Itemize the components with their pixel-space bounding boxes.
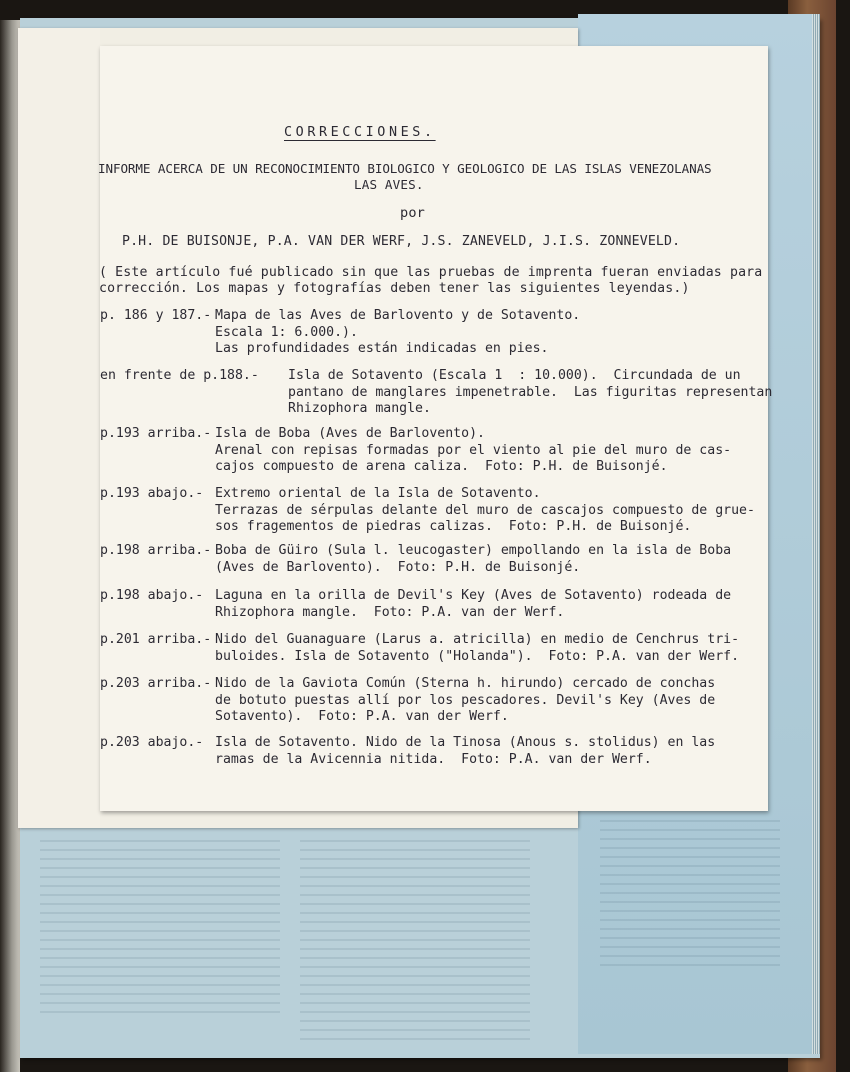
caption-text-line: Laguna en la orilla de Devil's Key (Aves de Sotavento) rodeada de (215, 588, 732, 603)
caption-text-line: de botuto puestas allí por los pescadores. Devil's Key (Aves de (215, 692, 716, 708)
caption-page-ref: p.203 arriba.- (100, 676, 212, 691)
caption-text-line: cajos compuesto de arena caliza. Foto: P.H. de Buisonjé. (215, 459, 668, 474)
bleed-through-text (600, 820, 780, 970)
caption-text-line: Nido del Guanaguare (Larus a. atricilla) en medio de Cenchrus tri- (215, 632, 740, 647)
caption-text-line: Sotavento). Foto: P.A. van der Werf. (215, 709, 509, 724)
report-title-line1: INFORME ACERCA DE UN RECONOCIMIENTO BIOLOGICO Y GEOLOGICO DE LAS ISLAS VENEZOLANAS (98, 161, 712, 176)
caption-text-line: pantano de manglares impenetrable. Las figuritas representan (288, 384, 773, 400)
caption-text-line: Nido de la Gaviota Común (Sterna h. hirundo) cercado de conchas (215, 676, 716, 691)
caption-text-line: Rhizophora mangle. Foto: P.A. van der Werf. (215, 604, 565, 620)
caption-text-line: Escala 1: 6.000.). (215, 324, 358, 340)
paper-edge (18, 28, 100, 828)
bleed-through-text (300, 840, 530, 1040)
caption-page-ref: p. 186 y 187.- (100, 308, 212, 323)
caption-text-line: Isla de Sotavento (Escala 1 : 10.000). Circundada de un (288, 368, 741, 383)
caption-text-line: sos fragementos de piedras calizas. Foto: P.H. de Buisonjé. (215, 519, 692, 534)
caption-page-ref: p.198 abajo.- (100, 588, 204, 603)
caption-text-line: Rhizophora mangle. (288, 401, 431, 416)
caption-text-line: Extremo oriental de la Isla de Sotavento. (215, 486, 541, 501)
caption-text-line: Terrazas de sérpulas delante del muro de cascajos compuesto de grue- (215, 502, 755, 518)
book-spine-edge (0, 20, 20, 1072)
caption-text-line: Las profundidades están indicadas en pies. (215, 341, 549, 356)
caption-text-line: buloides. Isla de Sotavento ("Holanda"). Foto: P.A. van der Werf. (215, 648, 740, 664)
caption-text-line: Arenal con repisas formadas por el viento al pie del muro de cas- (215, 442, 732, 458)
caption-page-ref: en frente de p.188.- (100, 368, 259, 383)
caption-text-line: Mapa de las Aves de Barlovento y de Sotavento. (215, 308, 581, 323)
caption-page-ref: p.201 arriba.- (100, 632, 212, 647)
caption-text-line: Isla de Sotavento. Nido de la Tinosa (Anous s. stolidus) en las (215, 735, 716, 750)
caption-text-line: (Aves de Barlovento). Foto: P.H. de Buisonjé. (215, 559, 581, 575)
caption-text-line: Boba de Güiro (Sula l. leucogaster) empollando en la isla de Boba (215, 543, 732, 558)
caption-text-line: Isla de Boba (Aves de Barlovento). (215, 426, 485, 441)
caption-text-line: ramas de la Avicennia nitida. Foto: P.A. van der Werf. (215, 751, 652, 767)
note-line1: ( Este artículo fué publicado sin que las pruebas de imprenta fueran enviadas para (99, 265, 763, 280)
byline-por: por (400, 205, 426, 221)
caption-page-ref: p.198 arriba.- (100, 543, 212, 558)
caption-page-ref: p.193 abajo.- (100, 486, 204, 501)
report-title-line2: LAS AVES. (354, 177, 424, 192)
bleed-through-text (40, 840, 280, 1020)
authors-line: P.H. DE BUISONJE, P.A. VAN DER WERF, J.S. ZANEVELD, J.I.S. ZONNEVELD. (122, 234, 681, 249)
note-line2: corrección. Los mapas y fotografías deben tener las siguientes leyendas.) (99, 281, 690, 296)
caption-page-ref: p.193 arriba.- (100, 426, 212, 441)
caption-page-ref: p.203 abajo.- (100, 735, 204, 750)
document-title: CORRECCIONES. (284, 125, 436, 140)
